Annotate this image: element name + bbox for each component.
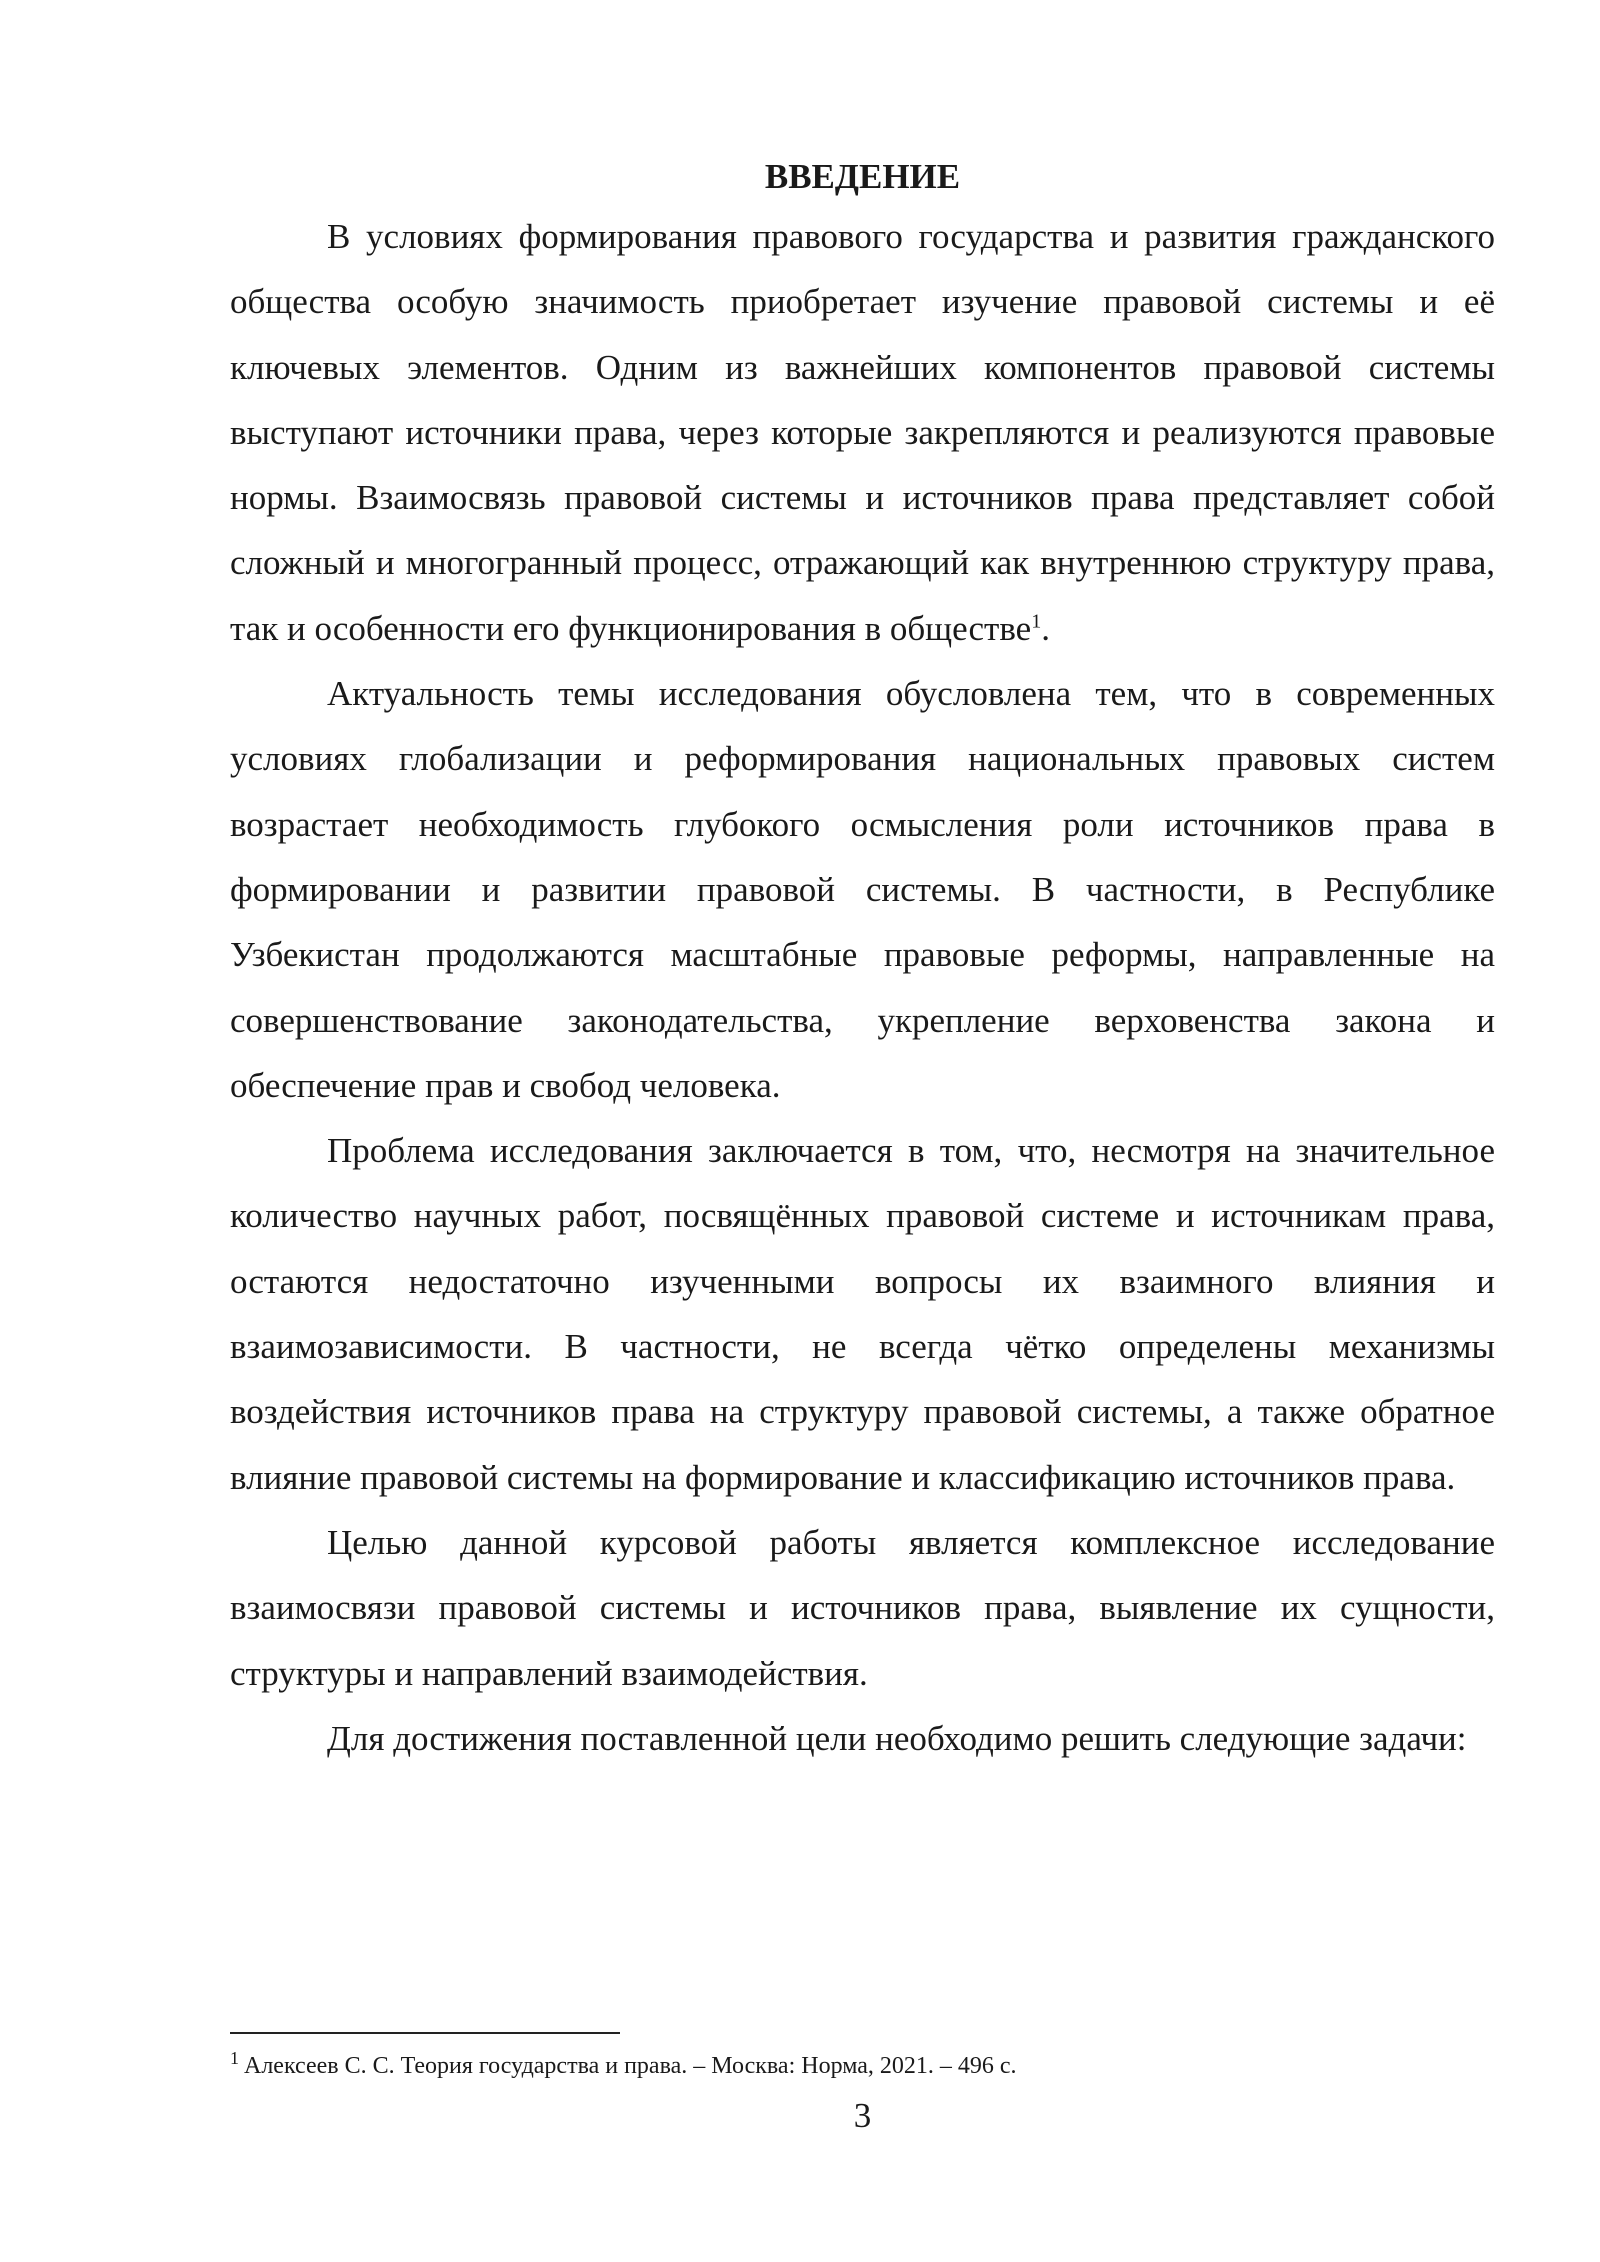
paragraph-goal: Целью данной курсовой работы является комплексное исследование взаимосвязи правовой системы и источников права, выявление их сущности, структуры и направлений взаимодействия. <box>230 1522 1495 1693</box>
page-content <box>230 150 1495 1771</box>
footnote <box>230 2046 1495 2086</box>
paragraph-relevance: Актуальность темы исследования обусловлена тем, что в современных условиях глобализации и реформирования национальных правовых систем возрастает необходимость глубокого осмысления роли источников права в формировании и развитии правовой системы. В частности, в Республике Узбекистан продолжаются масштабные правовые реформы, направленные на совершенствование законодательства, укрепление верховенства закона и обеспечение прав и свобод человека. <box>230 674 1495 1105</box>
page-number: 3 <box>853 2096 872 2135</box>
footnote-reference[interactable]: 1 <box>1031 610 1042 633</box>
paragraph-problem: Проблема исследования заключается в том, что, несмотря на значительное количество научных работ, посвящённых правовой системе и источникам права, остаются недостаточно изученными вопросы их взаимного влияния и взаимозависимости. В частности, не всегда чётко определены механизмы воздействия источников права на структуру правовой системы, а также обратное влияние правовой системы на формирование и классификацию источников права. <box>230 1131 1495 1497</box>
section-heading: ВВЕДЕНИЕ <box>764 157 961 196</box>
paragraph-intro-ending: . <box>1041 608 1050 648</box>
paragraph-intro-text: В условиях формирования правового государства и развития гражданского общества особую значимость приобретает изучение правовой системы и её ключевых элементов. Одним из важнейших компонентов правовой системы выступают источники права, через которые закрепляются и реализуются правовые нормы. Взаимосвязь правовой системы и источников права представляет собой сложный и многогранный процесс, отражающий как внутреннюю структуру права, так и особенности его функционирования в обществе <box>230 217 1495 648</box>
footnote-mark: 1 <box>230 2048 239 2068</box>
paragraph-intro <box>230 204 1495 661</box>
footnote-separator <box>230 2032 620 2034</box>
footnote-text: Алексеев С. С. Теория государства и права. – Москва: Норма, 2021. – 496 с. <box>244 2053 1017 2079</box>
paragraph-tasks: Для достижения поставленной цели необходимо решить следующие задачи: <box>327 1718 1467 1758</box>
